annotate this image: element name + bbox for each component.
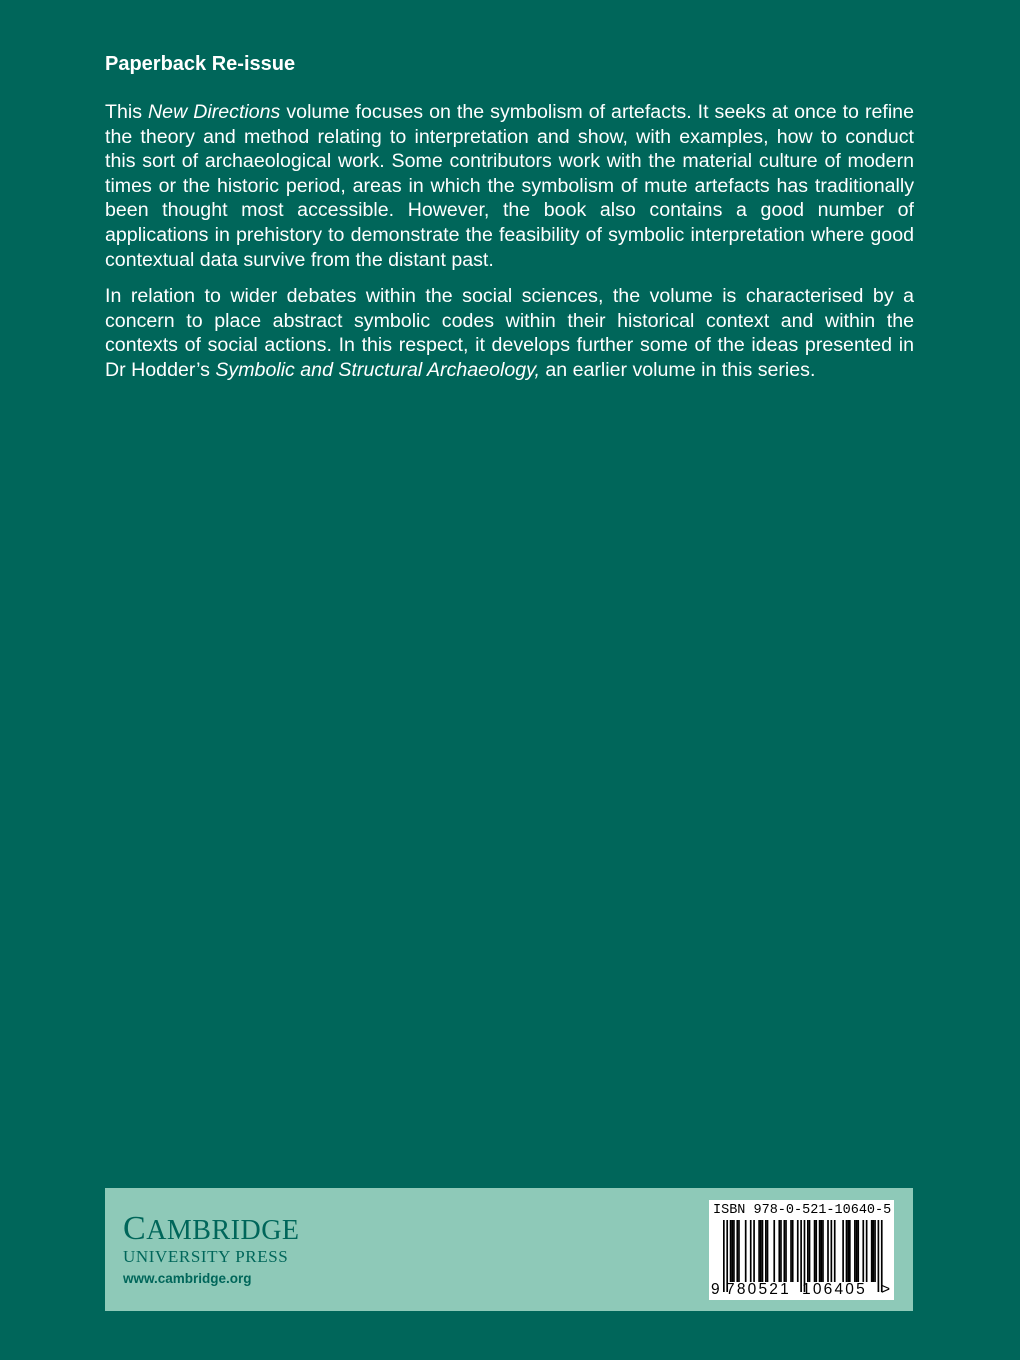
barcode-arrow: > (881, 1281, 891, 1298)
barcode-bar (785, 1220, 787, 1282)
barcode-bar (834, 1220, 836, 1282)
barcode-bar (815, 1220, 817, 1282)
barcode-bar (820, 1220, 822, 1282)
barcode-bar (767, 1220, 769, 1282)
barcode-bar (730, 1220, 732, 1282)
barcode-bar (871, 1220, 873, 1282)
barcode-bar (822, 1220, 824, 1282)
barcode-digit-first: 9 (711, 1281, 720, 1298)
blurb-paragraph-1 (105, 100, 914, 272)
barcode-bar (773, 1220, 775, 1282)
publisher-logo (123, 1210, 300, 1288)
barcode-bar (873, 1220, 875, 1282)
barcode-bar (731, 1220, 733, 1282)
referenced-book-title: Symbolic and Structural Archaeology, (215, 358, 540, 381)
barcode-bar (856, 1220, 858, 1282)
barcode-bar (765, 1220, 767, 1282)
barcode-bar (762, 1220, 764, 1282)
barcode-bar (849, 1220, 851, 1282)
barcode-bar (814, 1220, 816, 1282)
barcode-bar (866, 1220, 868, 1282)
isbn-label: ISBN 978-0-521-10640-5 (713, 1203, 892, 1218)
publisher-name-rest: AMBRIDGE (146, 1215, 300, 1246)
paragraph-2-text-a: In relation to wider debates within the social sciences, the volume is characterised by a concern to place abstract symbolic codes within their historical context and within the contexts of social actions. In this respect, it develops further some of the ideas presented in Dr Hodder’s (105, 285, 914, 381)
barcode-bar (733, 1220, 735, 1282)
publisher-name (123, 1210, 300, 1247)
barcode-bar (783, 1220, 785, 1282)
series-title: New Directions (148, 101, 281, 123)
barcode-guard-bar (723, 1220, 725, 1292)
barcode-bar (862, 1220, 864, 1282)
barcode-bar (827, 1220, 829, 1282)
barcode-guard-bar (878, 1220, 880, 1292)
barcode-bar (778, 1220, 780, 1282)
barcode-bar (857, 1220, 859, 1282)
barcode-bar (750, 1220, 752, 1282)
barcode-bar (819, 1220, 821, 1282)
barcode-bar (760, 1220, 762, 1282)
barcode-bar (842, 1220, 844, 1282)
isbn-barcode (709, 1200, 894, 1300)
barcode-bar (809, 1220, 811, 1282)
barcode-bar (758, 1220, 760, 1282)
blurb-paragraph-2 (105, 284, 914, 382)
barcode-bar (780, 1220, 782, 1282)
barcode-bar (854, 1220, 856, 1282)
barcode-digits-left: 780521 (726, 1281, 791, 1298)
blurb (105, 100, 914, 395)
paragraph-2-text-b: an earlier volume in this series. (539, 358, 816, 381)
barcode-digits-right: 106405 (802, 1281, 867, 1298)
publisher-url: www.cambridge.org (123, 1271, 252, 1286)
barcode-bar (874, 1220, 876, 1282)
barcode-bar (846, 1220, 848, 1282)
barcode-bar (807, 1220, 809, 1282)
barcode-bar (831, 1220, 833, 1282)
barcode-bar (847, 1220, 849, 1282)
barcode-bar (738, 1220, 740, 1282)
barcode-bar (745, 1220, 747, 1282)
section-heading: Paperback Re-issue (105, 53, 296, 75)
publisher-name-initial: C (123, 1210, 147, 1247)
paragraph-1-text-a: This (105, 101, 149, 123)
publisher-subtitle: UNIVERSITY PRESS (123, 1247, 289, 1266)
paragraph-1-text-b: volume focuses on the symbolism of artefacts. It seeks at once to refine the theory and method relating to interpretation and show, with examples, how to conduct this sort of archaeological work. Some contributors work with the material culture of modern times or the historic period, areas in which the symbolism of mute artefacts has traditionally been thought most accessible. However, the book also contains a good number of applications in prehistory to demonstrate the feasibility of symbolic interpretation where good contextual data survive from the distant past. (105, 101, 914, 271)
barcode-bar (792, 1220, 794, 1282)
barcode-bar (790, 1220, 792, 1282)
barcode-bar (736, 1220, 738, 1282)
barcode-bar (753, 1220, 755, 1282)
barcode-bar (797, 1220, 799, 1282)
publisher-band (105, 1188, 913, 1311)
